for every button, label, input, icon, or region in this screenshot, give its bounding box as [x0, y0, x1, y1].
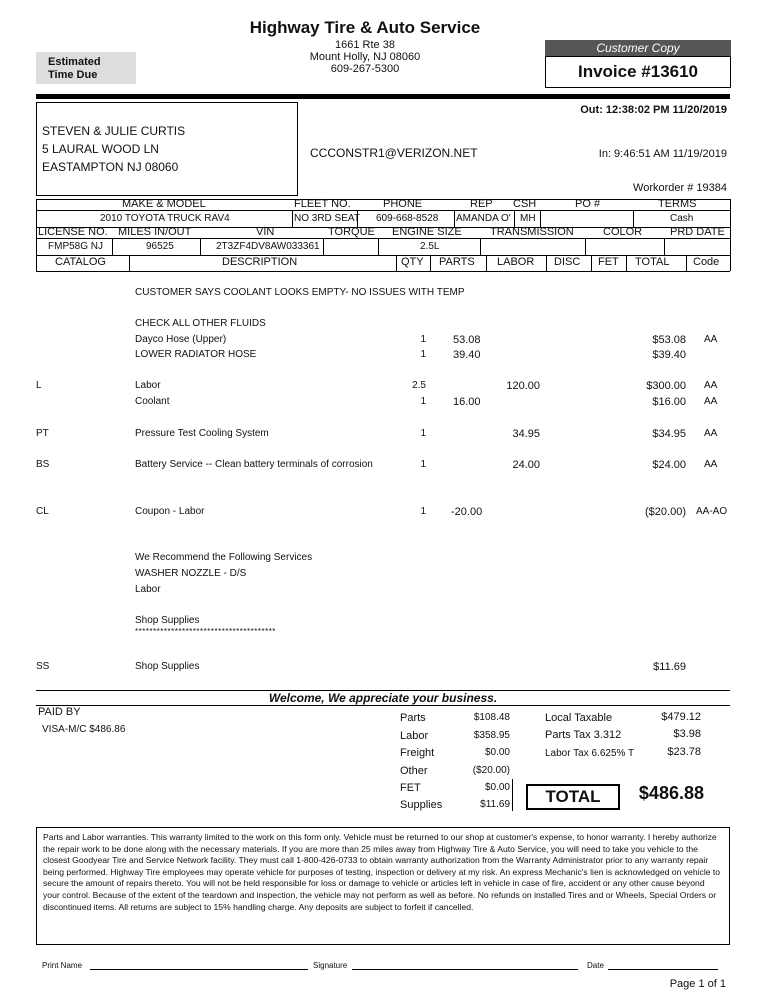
grid-line [454, 210, 455, 227]
date-line[interactable] [608, 969, 718, 970]
signature-label: Signature [313, 961, 348, 970]
line-qty: 2.5 [412, 380, 426, 391]
page-number: Page 1 of 1 [669, 978, 726, 990]
line-catalog: L [36, 380, 42, 391]
line-qty: 1 [420, 428, 426, 439]
shop-address-line1: 1661 Rte 38 [335, 39, 395, 51]
grid-line [323, 238, 324, 255]
line-desc: LOWER RADIATOR HOSE [135, 349, 257, 360]
col-qty: QTY [401, 256, 424, 268]
summary-label-other: Other [400, 765, 428, 777]
paid-by-label: PAID BY [38, 706, 81, 718]
line-code: AA [704, 334, 718, 345]
col-labor: LABOR [497, 256, 535, 268]
line-parts: 16.00 [453, 396, 481, 408]
make-model-label: MAKE & MODEL [122, 198, 206, 210]
grid-line [546, 255, 547, 271]
line-desc: Battery Service -- Clean battery terminals of corrosion [135, 459, 373, 470]
summary-value-fet: $0.00 [484, 782, 510, 793]
date-label: Date [587, 961, 604, 970]
miles-label: MILES IN/OUT [118, 226, 192, 238]
time-due-label: Time Due [48, 69, 98, 81]
grid-line [36, 271, 730, 272]
summary-label-labor: Labor [400, 730, 429, 742]
col-catalog: CATALOG [55, 256, 106, 268]
line-qty: 1 [420, 334, 426, 345]
summary-value-other: ($20.00) [472, 765, 510, 776]
customer-copy-banner: Customer Copy [545, 40, 731, 56]
grid-line [378, 238, 379, 255]
warranty-text: Parts and Labor warranties. This warranty limited to the work on this form only. Vehicle must be returned to our shop at customer's expense, to honor warranty. I hereby authorize the repair work to be done along with the necessary materials. If you are more than 25 miles away from Highway Tire & Auto Service, you will need to take you vehicle to the closest Goodyear Tire and Service Network facility. They must call 1-800-426-0733 to obtain warranty authorization from the Warranty Administrator prior to any warranty repair being performed. Highway Tire employees may operate vehicle for purposes of testing, inspection or delivery at my risk. An express Mechanic's lien is acknowledged on vehicle to secure the amount of repairs thereto. You will not be held responsible for loss or damage to vehicle or articles left in vehicle in case of fire, accident or any other cause beyond your control. Because of the extent of the teardown and inspection, the vehicle may not perform as well as before. No refunds on installed Tires and or Wheels, Special Orders or discontinued items. All returns are subject to 15% handling charge. Any deposits are subject to forfeit if cancelled. [36, 827, 730, 945]
tax-label-labor: Labor Tax 6.625% T [545, 748, 635, 759]
header-rule [36, 94, 730, 99]
line-desc: CHECK ALL OTHER FLUIDS [135, 318, 266, 329]
grid-line [36, 238, 730, 239]
line-desc: Coupon - Labor [135, 506, 205, 517]
line-desc: Coolant [135, 396, 170, 407]
summary-value-freight: $0.00 [484, 747, 510, 758]
phone-label: PHONE [383, 198, 423, 210]
col-code: Code [693, 256, 720, 268]
grid-line [200, 238, 201, 255]
print-name-line[interactable] [90, 969, 308, 970]
license-label: LICENSE NO. [38, 226, 108, 238]
line-desc: CUSTOMER SAYS COOLANT LOOKS EMPTY- NO ISSUES WITH TEMP [135, 287, 465, 298]
col-parts: PARTS [439, 256, 475, 268]
engine-size-value: 2.5L [420, 241, 440, 252]
col-description: DESCRIPTION [222, 256, 298, 268]
line-total: ($20.00) [645, 506, 686, 518]
csh-label: CSH [513, 198, 537, 210]
grid-line [730, 199, 731, 271]
line-code: AA [704, 396, 718, 407]
estimated-label: Estimated [48, 56, 101, 68]
summary-label-fet: FET [400, 782, 421, 794]
line-labor: 120.00 [506, 380, 540, 392]
fleet-no-value: NO 3RD SEAT [294, 213, 360, 224]
line-catalog: CL [36, 506, 49, 517]
line-code: AA [704, 428, 718, 439]
torque-label: TORQUE [328, 226, 375, 238]
workorder-number: Workorder # 19384 [633, 182, 727, 194]
grid-line [36, 210, 730, 211]
col-total: TOTAL [635, 256, 670, 268]
transmission-label: TRANSMISSION [490, 226, 574, 238]
line-total: $24.00 [652, 459, 686, 471]
estimated-time-due-box [36, 52, 136, 84]
signature-line[interactable] [352, 969, 578, 970]
line-parts: -20.00 [451, 506, 483, 518]
invoice-number: Invoice #13610 [545, 56, 731, 88]
customer-name: STEVEN & JULIE CURTIS [42, 124, 186, 138]
line-code: AA-AO [696, 506, 728, 517]
print-name-label: Print Name [42, 961, 83, 970]
line-desc: *************************************** [135, 627, 276, 636]
grid-line [129, 255, 130, 271]
engine-size-label: ENGINE SIZE [392, 226, 462, 238]
tax-value-labor: $23.78 [667, 746, 701, 758]
tax-label-local: Local Taxable [545, 712, 613, 724]
line-catalog: PT [36, 428, 49, 439]
line-qty: 1 [420, 506, 426, 517]
summary-label-freight: Freight [400, 747, 435, 759]
po-label: PO # [575, 198, 601, 210]
col-disc: DISC [554, 256, 581, 268]
summary-value-labor: $358.95 [473, 730, 510, 741]
summary-value-supplies: $11.69 [480, 799, 510, 810]
color-label: COLOR [603, 226, 643, 238]
line-total: $300.00 [646, 380, 686, 392]
total-value: $486.88 [638, 783, 704, 803]
rep-label: REP [470, 198, 493, 210]
grid-line [514, 210, 515, 227]
grid-line [430, 255, 431, 271]
grid-line [633, 210, 634, 227]
line-qty: 1 [420, 459, 426, 470]
welcome-rule-bottom [36, 705, 730, 706]
line-catalog: BS [36, 459, 50, 470]
tax-value-local: $479.12 [661, 711, 701, 723]
col-fet: FET [598, 256, 619, 268]
line-parts: 53.08 [453, 334, 481, 346]
make-model-value: 2010 TOYOTA TRUCK RAV4 [100, 213, 230, 224]
shop-address-line2: Mount Holly, NJ 08060 [309, 51, 421, 63]
line-desc: Dayco Hose (Upper) [135, 334, 227, 345]
terms-label: TERMS [658, 198, 697, 210]
vin-label: VIN [256, 226, 275, 238]
grid-line [686, 255, 687, 271]
line-qty: 1 [420, 396, 426, 407]
grid-line [540, 210, 541, 227]
customer-email: CCCONSTR1@VERIZON.NET [310, 146, 478, 160]
license-value: FMP58G NJ [48, 241, 104, 252]
line-total: $39.40 [652, 349, 686, 361]
line-code: AA [704, 380, 718, 391]
prd-date-label: PRD DATE [670, 226, 725, 238]
line-labor: 34.95 [512, 428, 540, 440]
grid-line [585, 238, 586, 255]
csh-value: MH [520, 213, 536, 224]
payment-method: VISA-M/C $486.86 [42, 724, 126, 735]
line-code: AA [704, 459, 718, 470]
line-desc: Shop Supplies [135, 615, 200, 626]
line-catalog: SS [36, 661, 50, 672]
grid-line [396, 255, 397, 271]
summary-label-parts: Parts [400, 712, 426, 724]
customer-city: EASTAMPTON NJ 08060 [42, 160, 179, 174]
terms-value: Cash [670, 213, 694, 224]
line-desc: Labor [135, 584, 161, 595]
line-desc: Pressure Test Cooling System [135, 428, 269, 439]
line-total: $34.95 [652, 428, 686, 440]
grid-line [664, 238, 665, 255]
line-desc: Labor [135, 380, 161, 391]
time-in: In: 9:46:51 AM 11/19/2019 [598, 148, 727, 160]
grid-line [591, 255, 592, 271]
line-desc: WASHER NOZZLE - D/S [135, 568, 247, 579]
shop-phone: 609-267-5300 [330, 63, 400, 75]
line-total: $16.00 [652, 396, 686, 408]
miles-value: 96525 [146, 241, 174, 252]
time-out: Out: 12:38:02 PM 11/20/2019 [580, 104, 727, 116]
summary-label-supplies: Supplies [400, 799, 443, 811]
grid-line [480, 238, 481, 255]
line-qty: 1 [420, 349, 426, 360]
line-total: $11.69 [653, 661, 686, 673]
tax-value-parts: $3.98 [673, 728, 701, 740]
tax-label-parts: Parts Tax 3.312 [545, 729, 622, 741]
summary-divider [512, 779, 513, 811]
customer-street: 5 LAURAL WOOD LN [42, 142, 159, 156]
line-desc: Shop Supplies [135, 661, 200, 672]
phone-value: 609-668-8528 [376, 213, 439, 224]
total-label: TOTAL [526, 784, 620, 810]
grid-line [626, 255, 627, 271]
grid-line [486, 255, 487, 271]
summary-value-parts: $108.48 [473, 712, 510, 723]
vin-value: 2T3ZF4DV8AW033361 [216, 241, 320, 252]
line-parts: 39.40 [453, 349, 481, 361]
line-labor: 24.00 [512, 459, 540, 471]
line-total: $53.08 [652, 334, 686, 346]
fleet-no-label: FLEET NO. [294, 198, 351, 210]
shop-name: Highway Tire & Auto Service [249, 18, 481, 37]
welcome-message: Welcome, We appreciate your business. [268, 691, 498, 705]
grid-line [112, 238, 113, 255]
line-desc: We Recommend the Following Services [135, 552, 313, 563]
rep-value: AMANDA O' [456, 213, 511, 224]
grid-line [292, 210, 293, 227]
